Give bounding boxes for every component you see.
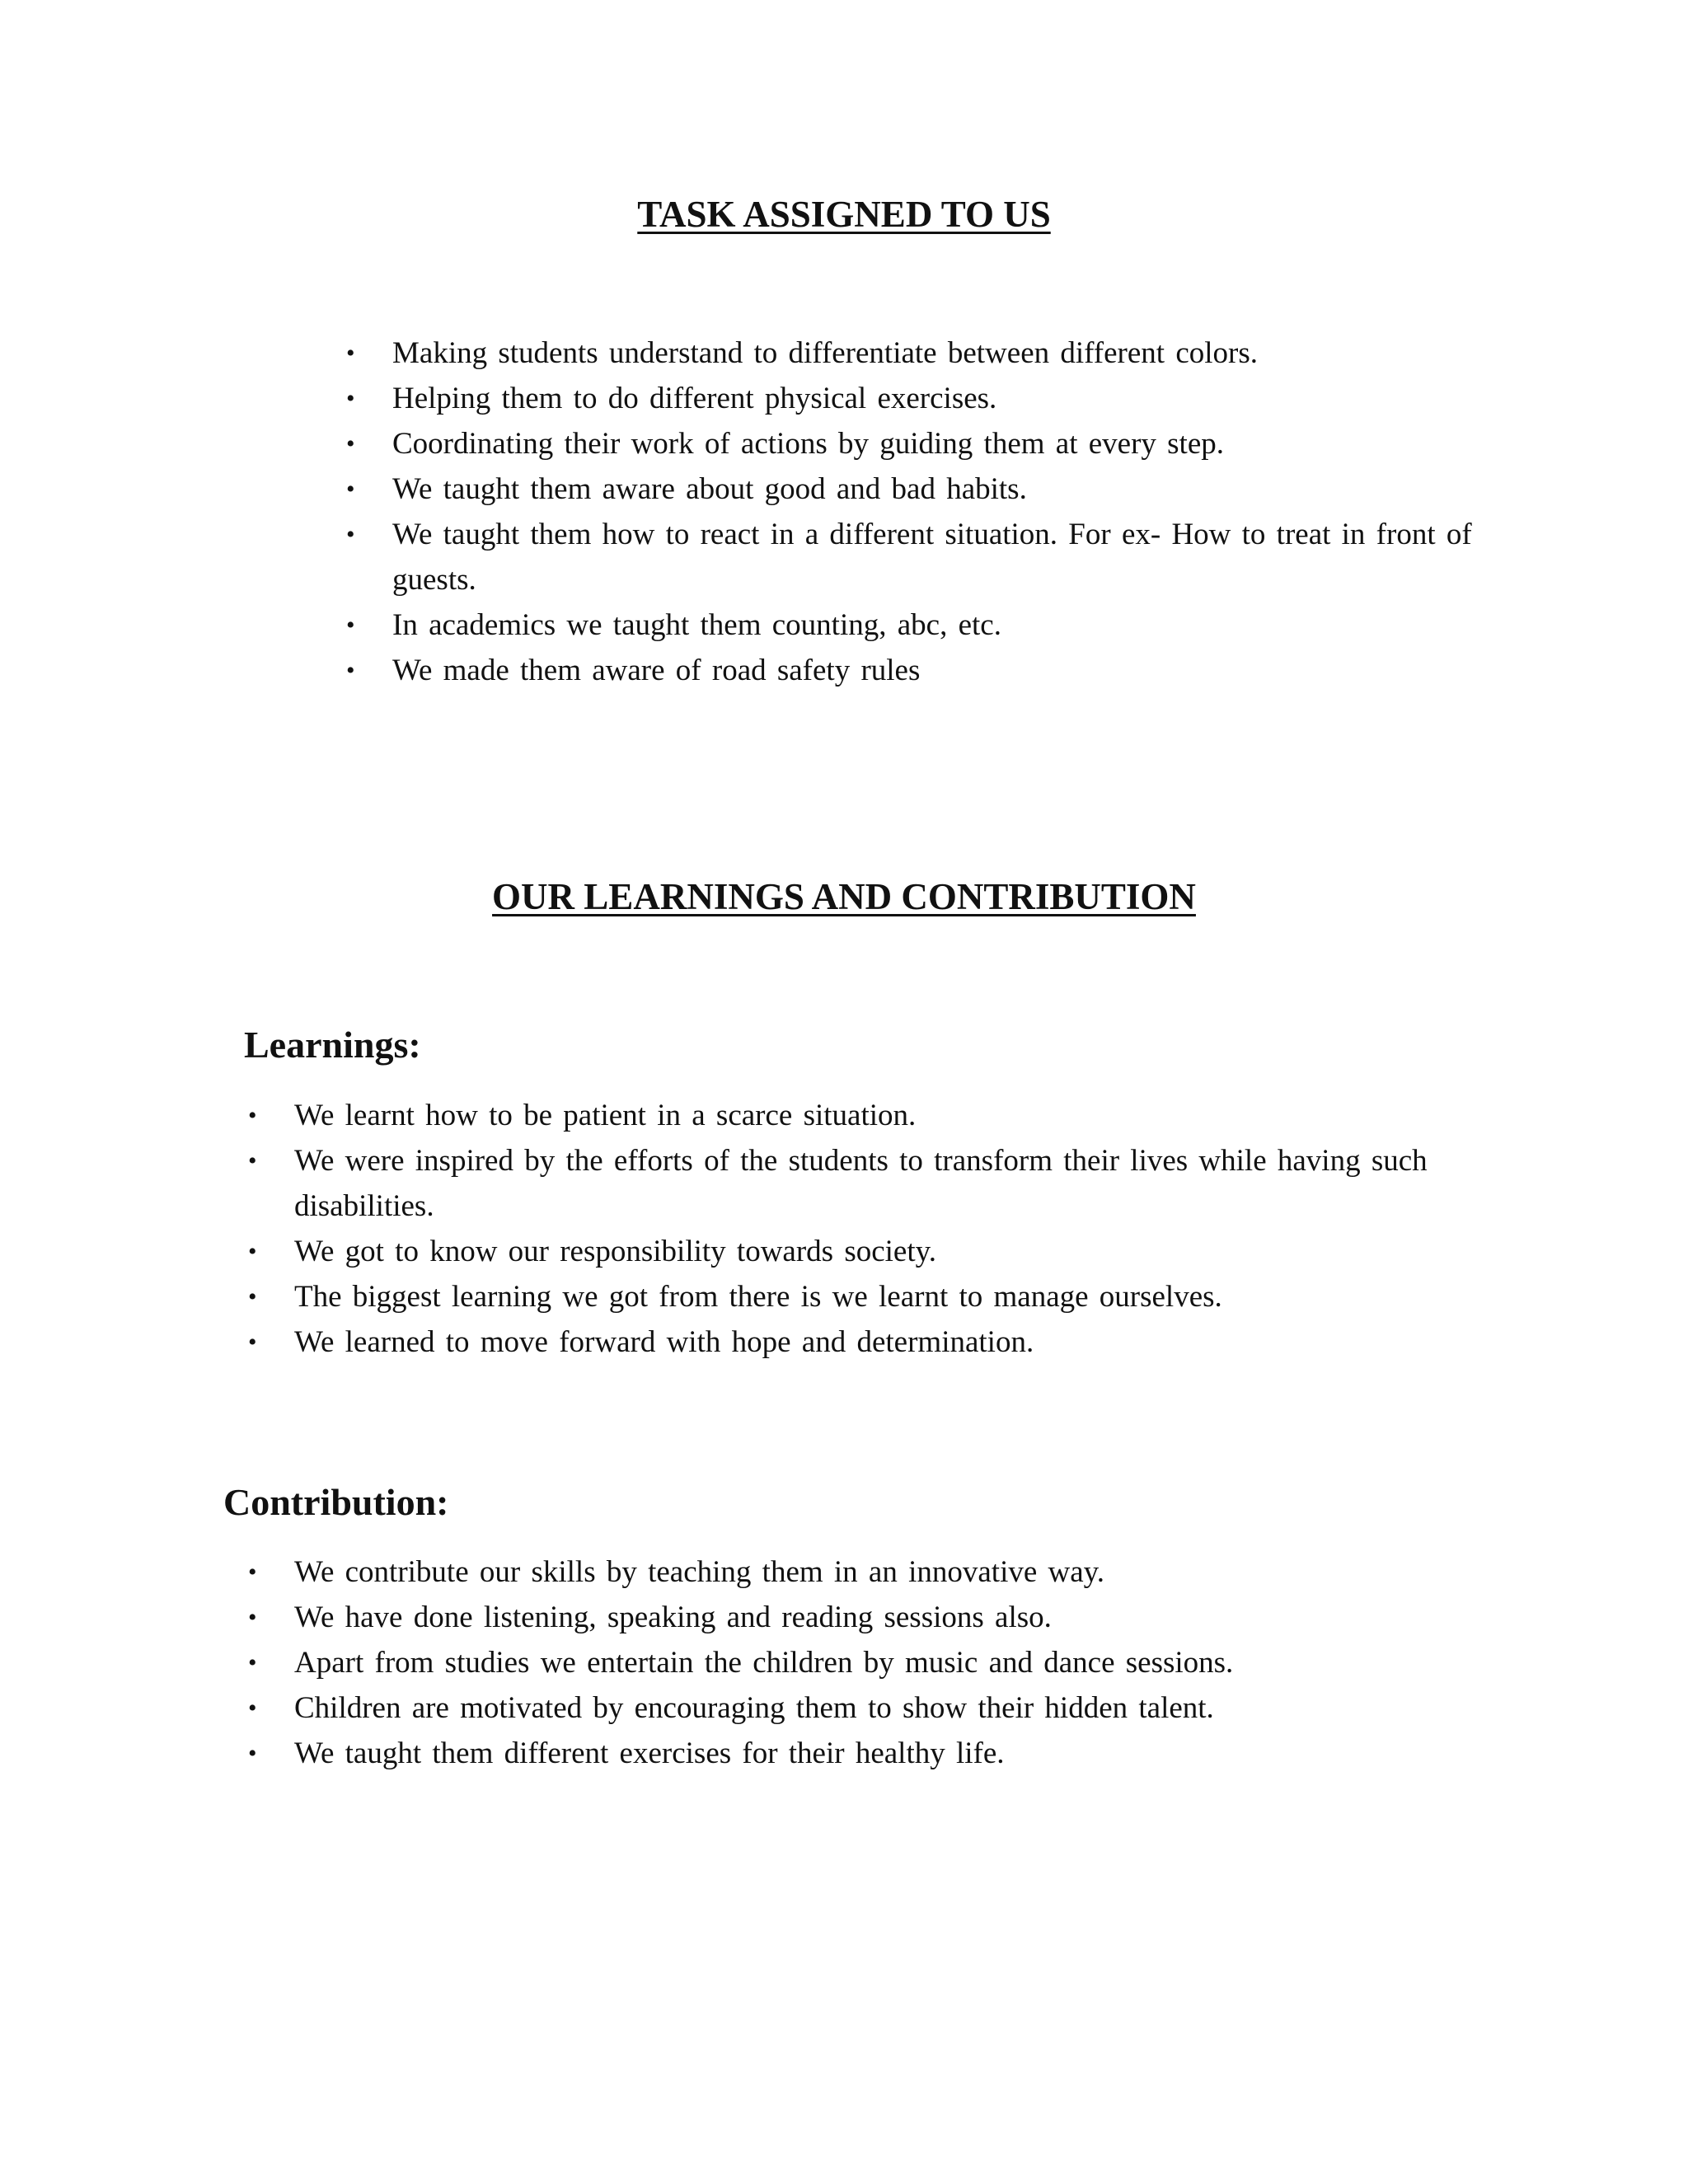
list-item — [248, 1274, 1465, 1319]
list-item-text: We learnt how to be patient in a scarce situation. — [294, 1099, 917, 1132]
list-item — [346, 466, 1489, 512]
bullet-icon: • — [248, 1238, 257, 1265]
bullet-icon: • — [346, 657, 355, 684]
list-item-text: In academics we taught them counting, abc, etc. — [392, 608, 1001, 642]
bullet-icon: • — [248, 1694, 257, 1722]
list-item-text: The biggest learning we got from there is we learnt to manage ourselves. — [294, 1280, 1222, 1314]
list-item-text: We made them aware of road safety rules — [392, 654, 921, 687]
list-item-text: Making students understand to differentiate between different colors. — [392, 336, 1258, 370]
bullet-icon: • — [248, 1102, 257, 1129]
bullet-icon: • — [248, 1558, 257, 1586]
bullet-icon: • — [346, 340, 355, 367]
list-item — [346, 648, 1489, 693]
list-item-text: We were inspired by the efforts of the students to transform their lives while having such disabilities. — [294, 1144, 1428, 1223]
bullet-icon: • — [346, 612, 355, 639]
list-item — [248, 1685, 1465, 1731]
bullet-icon: • — [346, 476, 355, 503]
list-item — [248, 1640, 1465, 1685]
bullet-icon: • — [248, 1283, 257, 1310]
contribution-list — [248, 1549, 1465, 1776]
list-item — [248, 1595, 1465, 1640]
list-item-text: Apart from studies we entertain the children by music and dance sessions. — [294, 1646, 1234, 1680]
list-item-text: We taught them aware about good and bad habits. — [392, 472, 1027, 506]
learnings-subheading: Learnings: — [244, 1024, 421, 1066]
list-item-text: We taught them how to react in a different situation. For ex- How to treat in front of guests. — [392, 518, 1472, 597]
list-item — [346, 602, 1489, 648]
list-item — [248, 1093, 1465, 1138]
task-list — [346, 330, 1489, 693]
list-item-text: Helping them to do different physical exercises. — [392, 382, 997, 415]
bullet-icon: • — [346, 385, 355, 412]
list-item-text: Coordinating their work of actions by guiding them at every step. — [392, 427, 1224, 461]
list-item-text: We contribute our skills by teaching them in an innovative way. — [294, 1555, 1105, 1589]
list-item-text: Children are motivated by encouraging them to show their hidden talent. — [294, 1691, 1214, 1725]
learnings-list — [248, 1093, 1465, 1365]
list-item — [248, 1229, 1465, 1274]
contribution-subheading: Contribution: — [223, 1481, 449, 1523]
learnings-contribution-heading: OUR LEARNINGS AND CONTRIBUTION — [492, 876, 1196, 917]
list-item — [346, 421, 1489, 466]
bullet-icon: • — [248, 1147, 257, 1174]
bullet-icon: • — [346, 430, 355, 457]
list-item — [248, 1319, 1465, 1365]
list-item-text: We got to know our responsibility towards society. — [294, 1235, 936, 1268]
task-assigned-heading: TASK ASSIGNED TO US — [637, 194, 1051, 235]
list-item-text: We have done listening, speaking and reading sessions also. — [294, 1601, 1052, 1634]
list-item — [346, 512, 1489, 602]
list-item-text: We taught them different exercises for their healthy life. — [294, 1736, 1005, 1770]
list-item-text: We learned to move forward with hope and determination. — [294, 1325, 1034, 1359]
bullet-icon: • — [248, 1329, 257, 1356]
bullet-icon: • — [248, 1740, 257, 1767]
list-item — [346, 330, 1489, 376]
bullet-icon: • — [248, 1604, 257, 1631]
list-item — [248, 1138, 1465, 1229]
bullet-icon: • — [346, 521, 355, 548]
list-item — [248, 1549, 1465, 1595]
list-item — [248, 1731, 1465, 1776]
bullet-icon: • — [248, 1649, 257, 1676]
list-item — [346, 376, 1489, 421]
